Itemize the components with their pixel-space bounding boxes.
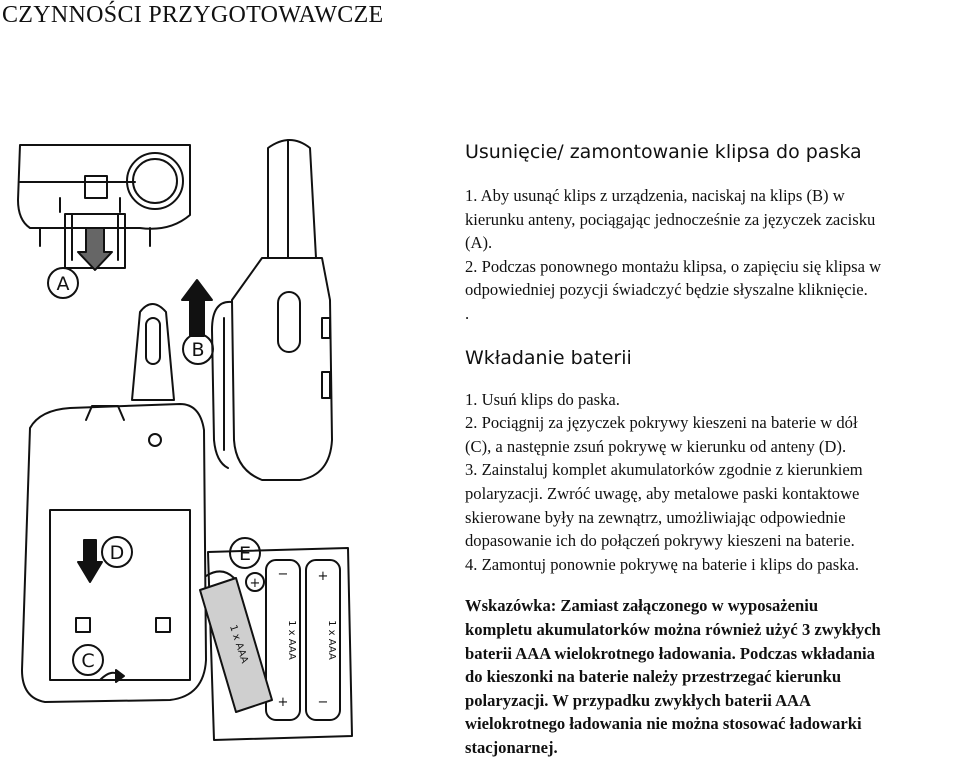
- clip-line: 2. Podczas ponownego montażu klipsa, o zapięciu się klipsa w: [465, 256, 882, 276]
- page-title: CZYNNOŚCI PRZYGOTOWAWCZE: [2, 2, 384, 28]
- walkie-talkie-illustration: [0, 105, 460, 766]
- clip-line: (A).: [465, 233, 493, 253]
- clip-line: kierunku anteny, pociągając jednocześnie za języczek zacisku: [465, 209, 876, 229]
- battery-label-1: 1 x AAA: [286, 620, 297, 660]
- tip-line: baterii AAA wielokrotnego ładowania. Podczas wkładania: [465, 643, 875, 663]
- tip-line: stacjonarnej.: [465, 737, 558, 757]
- plus-mark-2: +: [317, 569, 329, 584]
- tip-box: [465, 594, 959, 759]
- label-a: A: [56, 273, 70, 295]
- battery-section-heading: Wkładanie baterii: [465, 346, 632, 369]
- battery-label-3: 1 x AAA: [227, 623, 250, 665]
- battery-line: polaryzacji. Zwróć uwagę, aby metalowe paski kontaktowe: [465, 483, 860, 503]
- label-b: B: [191, 339, 205, 361]
- label-c: C: [81, 650, 95, 672]
- battery-line: 3. Zainstaluj komplet akumulatorków zgodnie z kierunkiem: [465, 460, 863, 480]
- device-top-view: [18, 145, 190, 270]
- device-side-view: [212, 140, 332, 480]
- battery-line: 1. Usuń klips do paska.: [465, 389, 620, 409]
- arrow-b-up: [182, 280, 213, 364]
- tip-line: Wskazówka: Zamiast załączonego w wyposażeniu: [465, 596, 819, 616]
- battery-label-2: 1 x AAA: [326, 620, 337, 660]
- battery-line: 4. Zamontuj ponownie pokrywę na baterie i klips do paska.: [465, 554, 860, 574]
- tip-line: do kieszonki na baterie należy przestrzegać kierunku: [465, 667, 842, 687]
- battery-line: skierowane były na zewnątrz, umożliwiając odpowiednie: [465, 507, 846, 527]
- battery-line: (C), a następnie zsuń pokrywę w kierunku od anteny (D).: [465, 436, 847, 456]
- battery-section-body: [465, 388, 959, 577]
- clip-line: .: [465, 303, 470, 323]
- tip-line: polaryzacji. W przypadku zwykłych baterii AAA: [465, 690, 812, 710]
- instructions-column: [465, 138, 959, 759]
- battery-line: dopasowanie ich do połączeń pokrywy kieszeni na baterie.: [465, 531, 855, 551]
- minus-mark-1: −: [277, 567, 289, 582]
- plus-mark-3: +: [277, 695, 289, 710]
- tip-line: wielokrotnego ładowania nie można stosować ładowarki: [465, 714, 862, 734]
- label-a-marker: [48, 268, 78, 298]
- label-d: D: [109, 542, 125, 564]
- arrow-d-down: [78, 537, 132, 582]
- clip-line: 1. Aby usunąć klips z urządzenia, naciskaj na klips (B) w: [465, 186, 845, 205]
- battery-line: 2. Pociągnij za języczek pokrywy kieszeni na baterie w dół: [465, 413, 858, 433]
- device-back-view: [22, 304, 206, 702]
- plus-mark-1: +: [249, 576, 261, 591]
- clip-section-body: [465, 184, 959, 326]
- clip-section-heading: Usunięcie/ zamontowanie klipsa do paska: [465, 141, 862, 163]
- label-c-marker: [73, 645, 124, 682]
- tip-line: kompletu akumulatorków można również użyć 3 zwykłych: [465, 619, 881, 639]
- clip-line: odpowiedniej pozycji świadczyć będzie słyszalne kliknięcie.: [465, 280, 868, 300]
- minus-mark-2: −: [317, 695, 329, 710]
- label-e: E: [238, 543, 252, 565]
- label-e-marker: [206, 538, 260, 578]
